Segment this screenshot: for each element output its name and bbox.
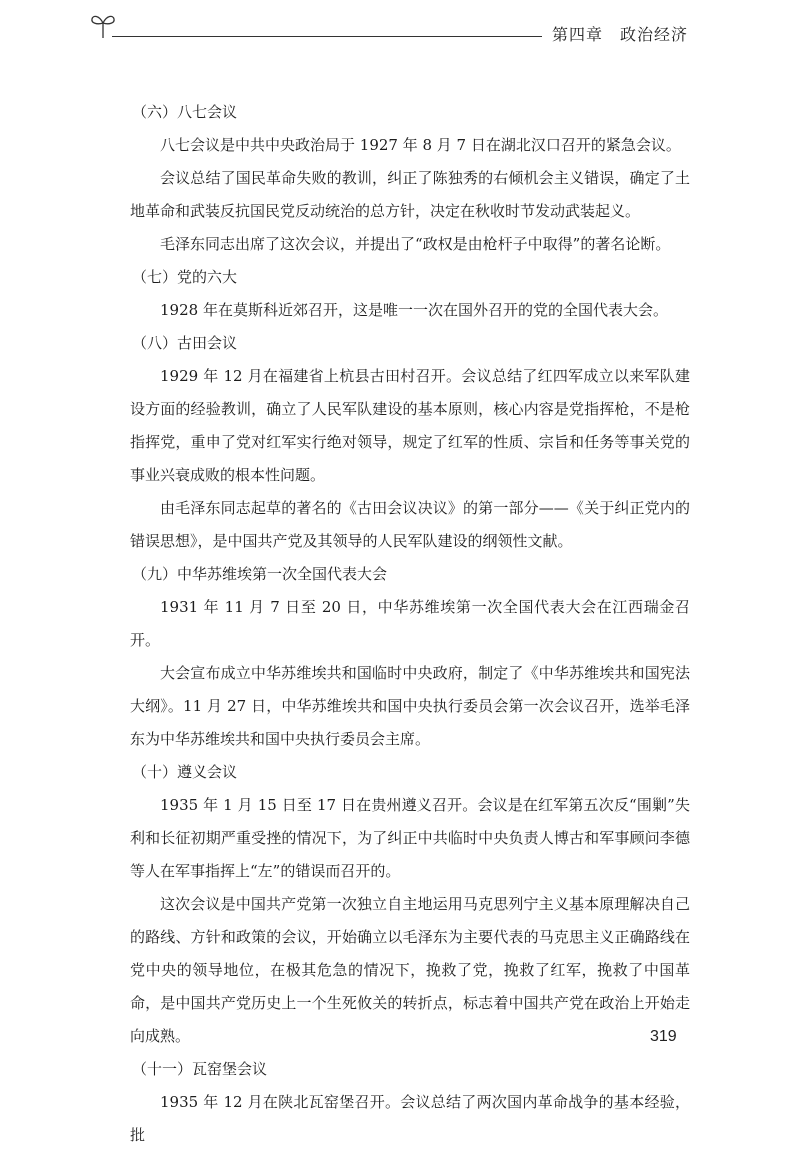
section — [130, 261, 690, 327]
paragraph: 会议总结了国民革命失败的教训，纠正了陈独秀的右倾机会主义错误，确定了土地革命和武装反抗国民党反动统治的总方针，决定在秋收时节发动武装起义。 — [130, 169, 690, 220]
page-body — [130, 96, 690, 1152]
section-heading: （六）八七会议 — [132, 103, 238, 121]
paragraph: 毛泽东同志出席了这次会议，并提出了“政权是由枪杆子中取得”的著名论断。 — [160, 235, 671, 253]
section — [130, 558, 690, 756]
section — [130, 96, 690, 261]
paragraph: 1935 年 12 月在陕北瓦窑堡召开。会议总结了两次国内革命战争的基本经验，批 — [130, 1093, 690, 1144]
paragraph: 1931 年 11 月 7 日至 20 日，中华苏维埃第一次全国代表大会在江西瑞金召开。 — [130, 598, 690, 649]
paragraph: 这次会议是中国共产党第一次独立自主地运用马克思列宁主义基本原理解决自己的路线、方针和政策的会议，开始确立以毛泽东为主要代表的马克思主义正确路线在党中央的领导地位，在极其危急的情况下，挽救了党，挽救了红军，挽救了中国革命，是中国共产党历史上一个生死攸关的转折点，标志着中国共产党在政治上开始走向成熟。 — [130, 895, 690, 1045]
section-heading: （七）党的六大 — [132, 268, 238, 286]
section-heading: （十一）瓦窑堡会议 — [132, 1060, 268, 1078]
paragraph: 八七会议是中共中央政治局于 1927 年 8 月 7 日在湖北汉口召开的紧急会议。 — [160, 136, 681, 154]
chapter-title: 第四章 政治经济 — [552, 25, 689, 44]
paragraph: 1928 年在莫斯科近郊召开，这是唯一一次在国外召开的党的全国代表大会。 — [160, 301, 668, 319]
section — [130, 756, 690, 1053]
paragraph: 1935 年 1 月 15 日至 17 日在贵州遵义召开。会议是在红军第五次反“围剿”失利和长征初期严重受挫的情况下，为了纠正中共临时中央负责人博古和军事顾问李德等人在军事指挥上“左”的错误而召开的。 — [130, 796, 690, 880]
page-header — [0, 0, 800, 60]
section-heading: （十）遵义会议 — [132, 763, 238, 781]
section-heading: （九）中华苏维埃第一次全国代表大会 — [132, 565, 388, 583]
paragraph: 1929 年 12 月在福建省上杭县古田村召开。会议总结了红四军成立以来军队建设方面的经验教训，确立了人民军队建设的基本原则，核心内容是党指挥枪，不是枪指挥党，重申了党对红军实行绝对领导，规定了红军的性质、宗旨和任务等事关党的事业兴衰成败的根本性问题。 — [130, 367, 690, 484]
header-rule — [112, 36, 542, 37]
page-number: 319 — [650, 1028, 677, 1045]
section — [130, 1053, 690, 1152]
section-heading: （八）古田会议 — [132, 334, 238, 352]
paragraph: 大会宣布成立中华苏维埃共和国临时中央政府，制定了《中华苏维埃共和国宪法大纲》。11 月 27 日，中华苏维埃共和国中央执行委员会第一次会议召开，选举毛泽东为中华苏维埃共和国中央执行委员会主席。 — [130, 664, 690, 748]
section — [130, 327, 690, 558]
paragraph: 由毛泽东同志起草的著名的《古田会议决议》的第一部分——《关于纠正党内的错误思想》，是中国共产党及其领导的人民军队建设的纲领性文献。 — [130, 499, 690, 550]
